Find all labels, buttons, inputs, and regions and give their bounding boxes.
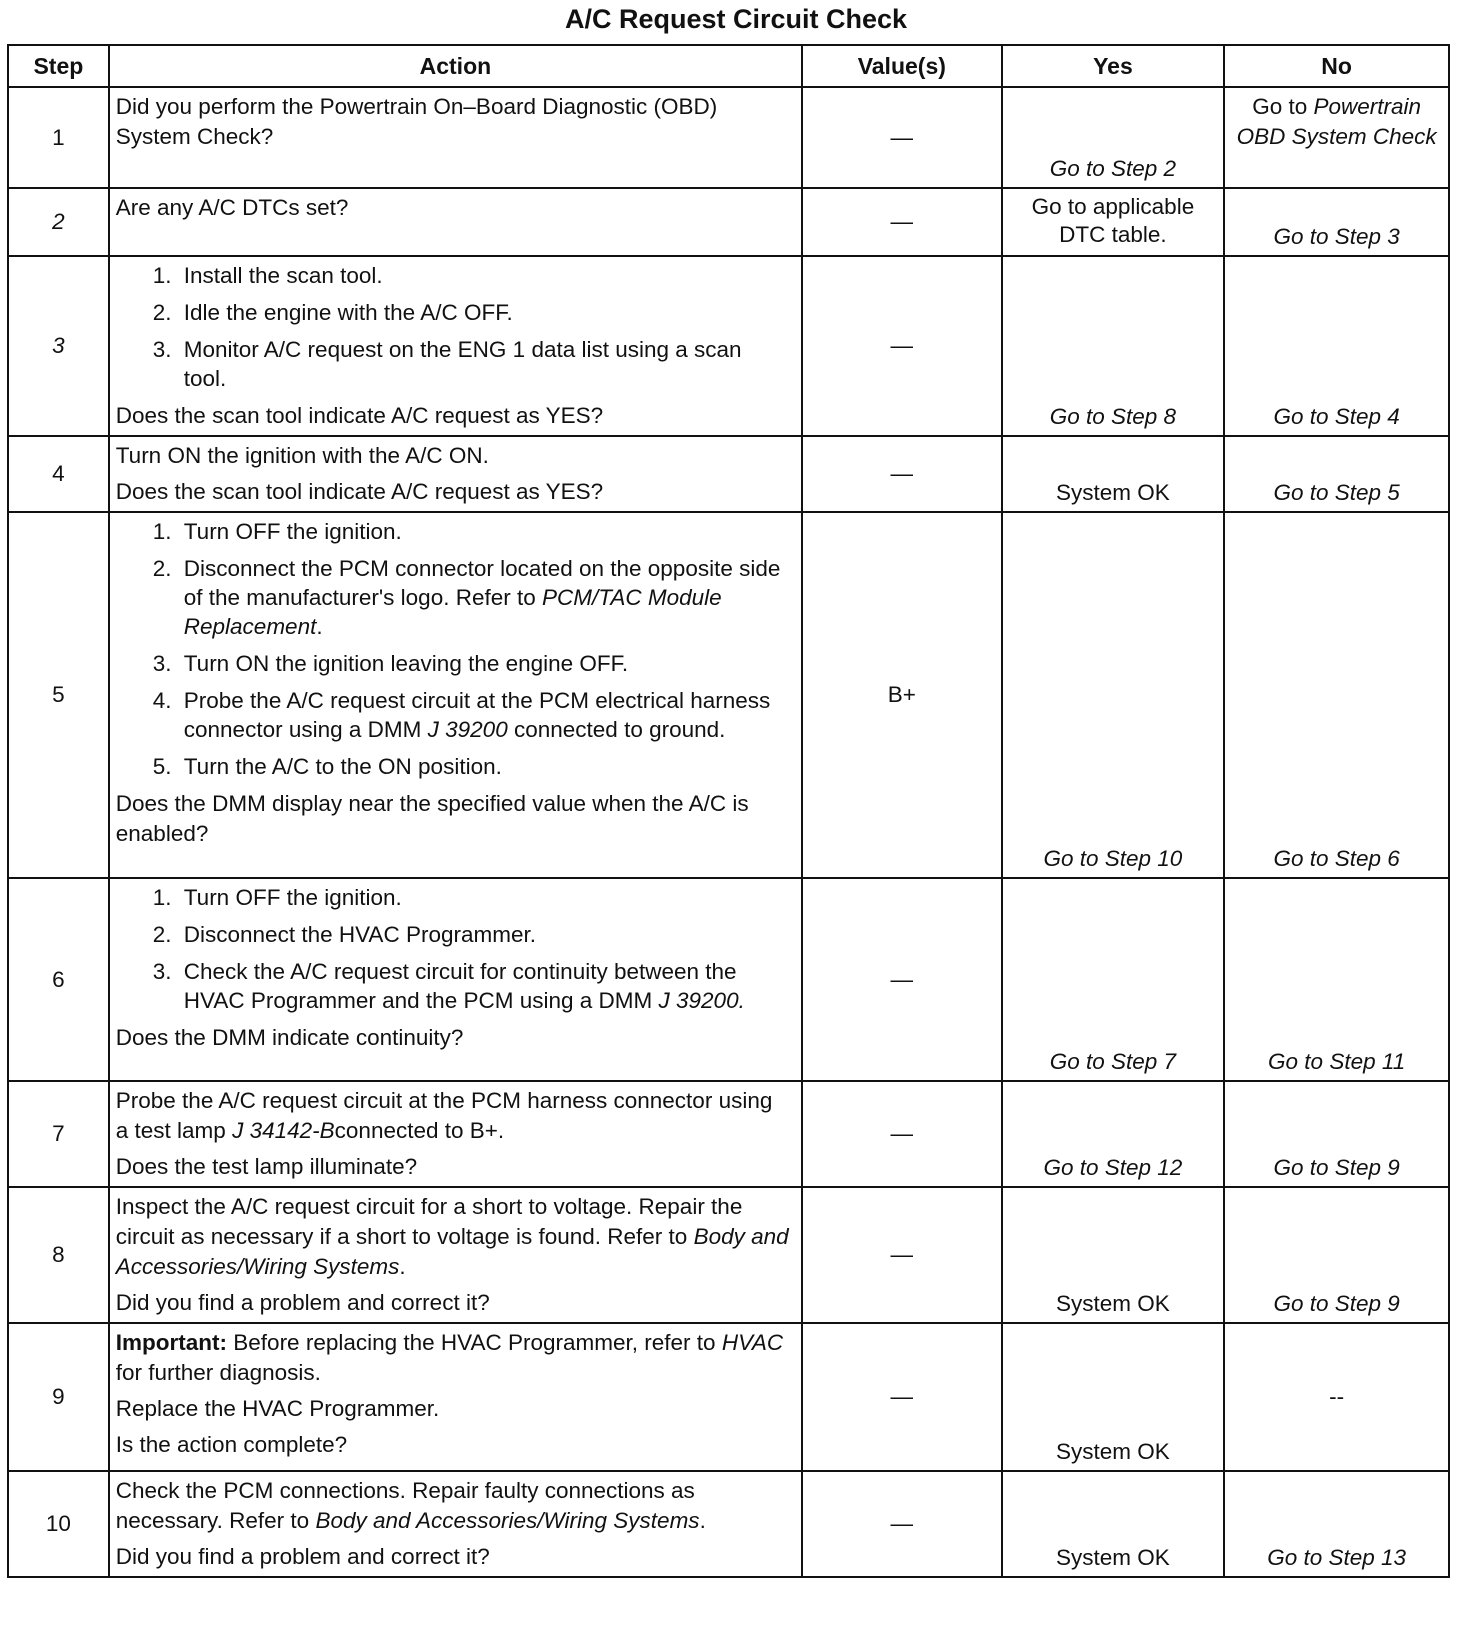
- action-question: Does the DMM indicate continuity?: [115, 1025, 464, 1050]
- tool-number: J 39200: [658, 988, 739, 1013]
- list-item: [178, 686, 789, 744]
- item-period: .: [316, 614, 323, 639]
- value-cell: —: [802, 1471, 1002, 1577]
- table-row: [8, 512, 1449, 878]
- table-row: [8, 436, 1449, 512]
- action-text: Are any A/C DTCs set?: [115, 195, 349, 220]
- action-question: Does the test lamp illuminate?: [115, 1154, 418, 1179]
- value-cell: —: [802, 1323, 1002, 1471]
- diagnostic-table: [7, 44, 1450, 1578]
- action-text: [116, 1192, 789, 1282]
- important-label: Important:: [115, 1330, 228, 1355]
- table-row: [8, 1081, 1449, 1187]
- important-text: for further diagnosis.: [115, 1360, 321, 1385]
- action-text-post: connected to B+.: [334, 1118, 505, 1143]
- header-values: Value(s): [802, 45, 1002, 87]
- item-text: connected to ground.: [513, 717, 726, 742]
- action-text: Turn ON the ignition with the A/C ON.: [115, 443, 489, 468]
- action-cell: [109, 1081, 802, 1187]
- action-cell: [109, 436, 802, 512]
- table-row: [8, 878, 1449, 1081]
- action-question: Did you find a problem and correct it?: [115, 1290, 490, 1315]
- no-cell: Go to Step 3: [1224, 188, 1449, 256]
- action-cell: [109, 1323, 802, 1471]
- list-item: 1. Turn OFF the ignition.: [178, 883, 789, 912]
- list-item: [178, 957, 789, 1015]
- table-row: [8, 87, 1449, 188]
- step-number: 10: [8, 1471, 109, 1577]
- item-period: .: [738, 988, 745, 1013]
- yes-cell: System OK: [1002, 1187, 1225, 1323]
- table-row: [8, 1187, 1449, 1323]
- action-text-pre: Check the PCM connections. Repair faulty connections as necessary. Refer to: [115, 1478, 695, 1533]
- value-cell: —: [802, 436, 1002, 512]
- yes-cell: Go to Step 12: [1002, 1081, 1225, 1187]
- step-number: 1: [8, 87, 109, 188]
- yes-cell: System OK: [1002, 1323, 1225, 1471]
- header-yes: Yes: [1002, 45, 1225, 87]
- list-item: 1. Turn OFF the ignition.: [178, 517, 789, 546]
- table-row: [8, 256, 1449, 436]
- value-cell: —: [802, 878, 1002, 1081]
- action-question: Does the scan tool indicate A/C request as YES?: [115, 479, 604, 504]
- value-cell: —: [802, 87, 1002, 188]
- no-cell: Go to Step 13: [1224, 1471, 1449, 1577]
- header-row: [8, 45, 1449, 87]
- value-cell: —: [802, 188, 1002, 256]
- page-title: A/C Request Circuit Check: [564, 4, 908, 34]
- value-cell: B+: [802, 512, 1002, 878]
- no-cell: Go to Step 5: [1224, 436, 1449, 512]
- important-text: Before replacing the HVAC Programmer, refer to: [233, 1330, 716, 1355]
- no-cell: Go to Step 9: [1224, 1081, 1449, 1187]
- yes-cell: Go to Step 8: [1002, 256, 1225, 436]
- action-text: Did you perform the Powertrain On–Board Diagnostic (OBD) System Check?: [115, 94, 718, 149]
- action-steps: [116, 883, 789, 1015]
- action-steps: [116, 261, 789, 393]
- action-cell: [109, 1471, 802, 1577]
- step-number: 4: [8, 436, 109, 512]
- table-row: [8, 188, 1449, 256]
- step-number: 6: [8, 878, 109, 1081]
- no-cell: Go to Step 4: [1224, 256, 1449, 436]
- no-cell: Go to Step 6: [1224, 512, 1449, 878]
- list-item: 2. Disconnect the HVAC Programmer.: [178, 920, 789, 949]
- list-item: 3. Turn ON the ignition leaving the engine OFF.: [178, 649, 789, 678]
- action-text: Replace the HVAC Programmer.: [115, 1396, 440, 1421]
- action-cell: [109, 256, 802, 436]
- yes-cell: Go to Step 7: [1002, 878, 1225, 1081]
- no-cell: [1224, 87, 1449, 188]
- item-text: Check the A/C request circuit for continuity between the HVAC Programmer and the PCM using a DMM: [183, 959, 737, 1013]
- step-number: 9: [8, 1323, 109, 1471]
- list-item: [178, 554, 789, 641]
- tool-number: J 34142-B: [232, 1118, 335, 1143]
- value-cell: —: [802, 1081, 1002, 1187]
- list-item: 5. Turn the A/C to the ON position.: [178, 752, 789, 781]
- action-period: .: [399, 1254, 406, 1279]
- table-row: [8, 1471, 1449, 1577]
- step-number: 2: [8, 188, 109, 256]
- step-number: 7: [8, 1081, 109, 1187]
- step-number: 8: [8, 1187, 109, 1323]
- action-text-pre: Inspect the A/C request circuit for a short to voltage. Repair the circuit as necessary if a short to voltage is found. Refer to: [115, 1194, 743, 1249]
- action-text: [116, 1476, 789, 1536]
- list-item: 2. Idle the engine with the A/C OFF.: [178, 298, 789, 327]
- step-number: 3: [8, 256, 109, 436]
- action-text: [116, 1086, 789, 1146]
- yes-cell: Go to applicable DTC table.: [1002, 188, 1225, 256]
- list-item: 1. Install the scan tool.: [178, 261, 789, 290]
- reference-link: HVAC: [721, 1330, 784, 1355]
- step-number: 5: [8, 512, 109, 878]
- item-text: Probe the A/C request circuit at the PCM electrical harness connector using a DMM: [183, 688, 771, 742]
- action-question: Is the action complete?: [115, 1432, 348, 1457]
- action-cell: [109, 512, 802, 878]
- yes-cell: System OK: [1002, 436, 1225, 512]
- value-cell: —: [802, 1187, 1002, 1323]
- no-cell: --: [1224, 1323, 1449, 1471]
- yes-cell: Go to Step 2: [1002, 87, 1225, 188]
- action-cell: [109, 188, 802, 256]
- action-cell: [109, 878, 802, 1081]
- action-text-pre: Probe the A/C request circuit at the PCM harness connector using a test lamp: [115, 1088, 773, 1143]
- action-cell: [109, 1187, 802, 1323]
- no-link: Powertrain OBD System Check: [1236, 94, 1437, 149]
- header-no: No: [1224, 45, 1449, 87]
- action-question: Does the DMM display near the specified value when the A/C is enabled?: [115, 791, 749, 846]
- item-text: Disconnect the PCM connector located on the opposite side of the manufacturer's logo. Refer to: [183, 556, 781, 610]
- item-link: PCM/TAC Module Replacement: [183, 585, 722, 639]
- reference-link: Body and Accessories/Wiring Systems: [115, 1224, 789, 1279]
- header-action: Action: [109, 45, 802, 87]
- action-period: .: [699, 1508, 706, 1533]
- action-steps: [116, 517, 789, 781]
- important-note: [116, 1328, 789, 1388]
- yes-cell: Go to Step 10: [1002, 512, 1225, 878]
- header-step: Step: [8, 45, 109, 87]
- action-question: Did you find a problem and correct it?: [115, 1544, 490, 1569]
- action-question: Does the scan tool indicate A/C request as YES?: [115, 403, 604, 428]
- list-item: 3. Monitor A/C request on the ENG 1 data list using a scan tool.: [178, 335, 789, 393]
- no-cell: Go to Step 9: [1224, 1187, 1449, 1323]
- no-cell: Go to Step 11: [1224, 878, 1449, 1081]
- reference-link: Body and Accessories/Wiring Systems: [315, 1508, 700, 1533]
- table-row: [8, 1323, 1449, 1471]
- no-prefix: Go to: [1252, 94, 1308, 119]
- value-cell: —: [802, 256, 1002, 436]
- tool-number: J 39200: [427, 717, 508, 742]
- action-cell: [109, 87, 802, 188]
- yes-cell: System OK: [1002, 1471, 1225, 1577]
